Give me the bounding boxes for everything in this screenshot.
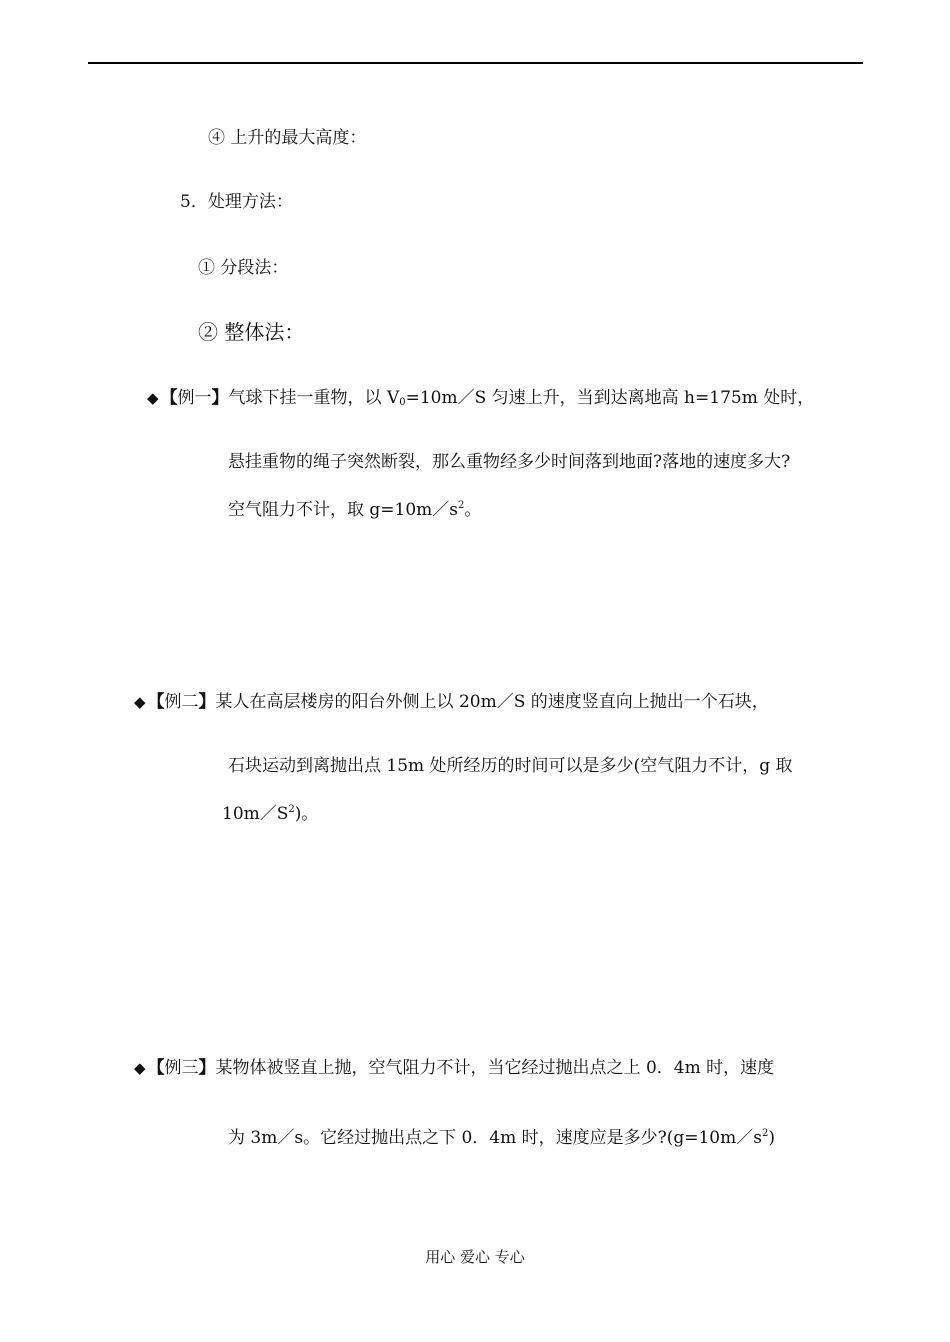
example-2-label: 【例二】 — [147, 692, 216, 712]
diamond-bullet-icon: ◆ — [147, 389, 159, 407]
example-3-line-2: 为 3m／s。它经过抛出点之下 0．4m 时，速度应是多少$?(g=10m/s^2)$ — [228, 1128, 775, 1148]
diamond-bullet-icon: ◆ — [134, 693, 146, 711]
item-4-max-height: ④ 上升的最大高度： — [208, 128, 367, 148]
example-1-line-3: 空气阻力不计，取 $g=10m/s^2$。 — [228, 500, 482, 520]
example-3-line-1: ◆ 【例三】某物体被竖直上抛，空气阻力不计，当它经过抛出点之上 0．4m 时，速度 — [134, 1058, 775, 1078]
example-1-line-2: 悬挂重物的绳子突然断裂，那么重物经多少时间落到地面?落地的速度多大? — [228, 452, 791, 472]
header-rule — [88, 62, 863, 64]
method-1-segment: ① 分段法： — [198, 258, 289, 278]
method-2-whole: ② 整体法： — [198, 320, 305, 344]
example-1-label: 【例一】 — [160, 388, 229, 408]
heading-5-methods: 5．处理方法： — [180, 192, 293, 212]
example-2-line-2: 石块运动到离抛出点 15m 处所经历的时间可以是多少(空气阻力不计，g 取 — [228, 756, 793, 776]
diamond-bullet-icon: ◆ — [134, 1059, 146, 1077]
example-1-line-1: ◆ 【例一】气球下挂一重物，以 $V_0=10m/S$ 匀速上升，当到达离地高 h=175m 处时， — [147, 388, 815, 408]
example-2-line-3: $10m/S^2$)。 — [222, 804, 319, 824]
example-2-line-1: ◆ 【例二】某人在高层楼房的阳台外侧上以 20m／S 的速度竖直向上抛出一个石块， — [134, 692, 769, 712]
page-footer: 用心 爱心 专心 — [425, 1248, 525, 1266]
example-3-label: 【例三】 — [147, 1058, 216, 1078]
